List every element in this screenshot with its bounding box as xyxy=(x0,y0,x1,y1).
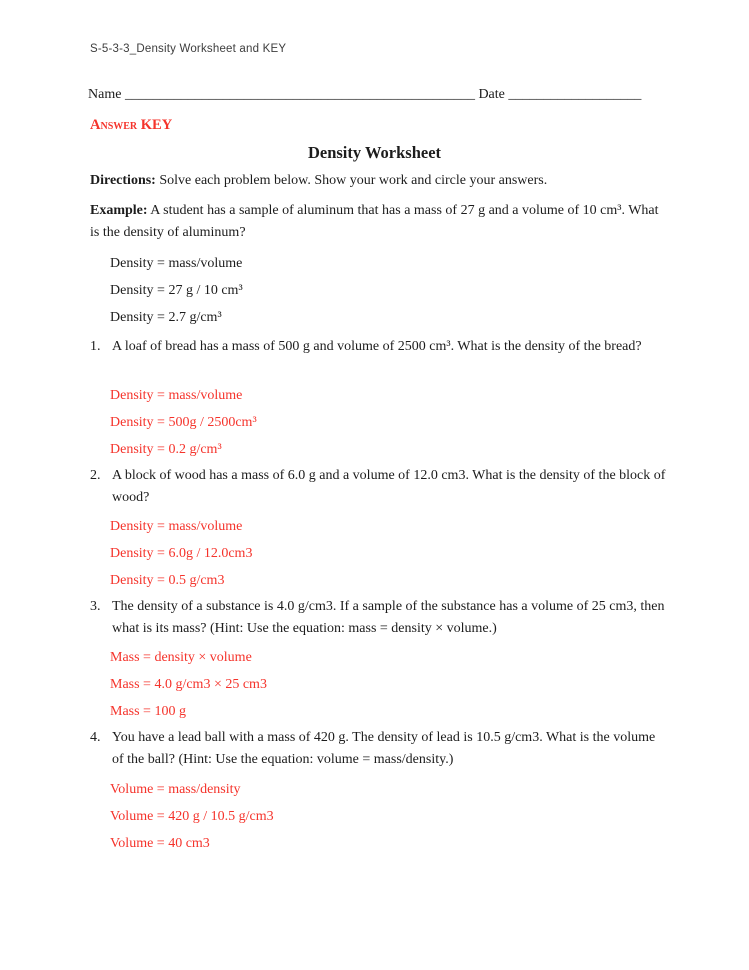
answer-line: Density = mass/volume xyxy=(110,388,243,403)
question-1-answer-work xyxy=(110,385,257,466)
directions-paragraph xyxy=(90,170,670,192)
answer-line: Volume = mass/density xyxy=(110,782,241,797)
question-1-number: 1. xyxy=(90,339,101,354)
answer-key-word-answer: Answer xyxy=(90,117,138,133)
answer-line: Volume = 420 g / 10.5 g/cm3 xyxy=(110,809,274,824)
question-4 xyxy=(90,727,668,771)
date-label: Date xyxy=(478,87,505,102)
question-2-answer-work xyxy=(110,516,252,597)
question-4-text: You have a lead ball with a mass of 420 g. The density of lead is 10.5 g/cm3. What is the volume of the ball? (Hint: Use the equation: volume = mass/density.) xyxy=(112,730,656,767)
answer-key-word-key: KEY xyxy=(140,117,173,133)
name-label: Name xyxy=(88,87,122,102)
name-blank-line: __________________________________________________ xyxy=(124,87,475,102)
document-header-label: S-5-3-3_Density Worksheet and KEY xyxy=(90,43,287,55)
question-2-number: 2. xyxy=(90,468,101,483)
example-solution-line: Density = 2.7 g/cm³ xyxy=(110,310,222,325)
question-4-number: 4. xyxy=(90,730,101,745)
example-paragraph xyxy=(90,200,668,244)
answer-line: Mass = 100 g xyxy=(110,704,186,719)
answer-line: Mass = 4.0 g/cm3 × 25 cm3 xyxy=(110,677,267,692)
directions-label: Directions: xyxy=(90,173,156,188)
answer-line: Density = 0.5 g/cm3 xyxy=(110,573,225,588)
answer-line: Mass = density × volume xyxy=(110,650,252,665)
example-text: A student has a sample of aluminum that has a mass of 27 g and a volume of 10 cm³. What is the density of aluminum? xyxy=(90,203,659,240)
question-2-text: A block of wood has a mass of 6.0 g and a volume of 12.0 cm3. What is the density of the block of wood? xyxy=(112,468,666,505)
example-solution-line: Density = mass/volume xyxy=(110,256,243,271)
question-3 xyxy=(90,596,668,640)
example-solution-line: Density = 27 g / 10 cm³ xyxy=(110,283,243,298)
question-3-text: The density of a substance is 4.0 g/cm3. If a sample of the substance has a volume of 25 cm3, then what is its mass? (Hint: Use the equation: mass = density × volume.) xyxy=(112,599,665,636)
answer-key-label xyxy=(90,117,172,134)
date-blank-line: ___________________ xyxy=(508,87,642,102)
name-date-row xyxy=(88,85,641,105)
answer-line: Density = 0.2 g/cm³ xyxy=(110,442,222,457)
question-1-text: A loaf of bread has a mass of 500 g and volume of 2500 cm³. What is the density of the bread? xyxy=(112,339,642,354)
answer-line: Density = 6.0g / 12.0cm3 xyxy=(110,546,253,561)
question-3-answer-work xyxy=(110,647,267,728)
page-title: Density Worksheet xyxy=(307,143,442,162)
directions-text: Solve each problem below. Show your work and circle your answers. xyxy=(159,173,548,188)
question-1 xyxy=(90,336,668,358)
example-solution xyxy=(110,253,243,334)
question-2 xyxy=(90,465,668,509)
answer-line: Density = mass/volume xyxy=(110,519,243,534)
answer-line: Density = 500g / 2500cm³ xyxy=(110,415,257,430)
question-3-number: 3. xyxy=(90,599,101,614)
question-4-answer-work xyxy=(110,779,274,860)
answer-line: Volume = 40 cm3 xyxy=(110,836,210,851)
example-label: Example: xyxy=(90,203,148,218)
